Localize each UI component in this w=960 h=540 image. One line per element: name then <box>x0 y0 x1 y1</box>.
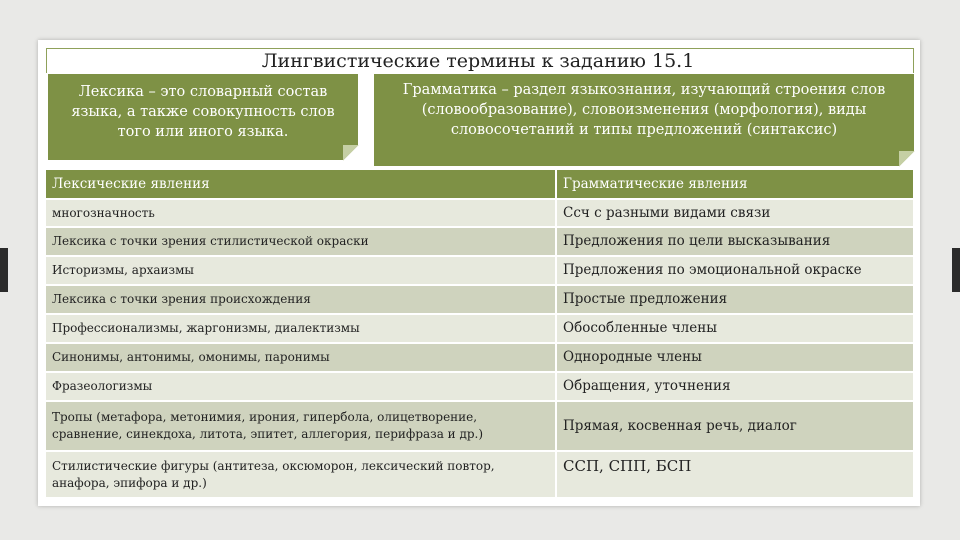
table-row <box>46 401 914 451</box>
slide-title-text: Лингвистические термины к заданию 15.1 <box>261 50 695 72</box>
table-row <box>46 256 914 285</box>
table-row <box>46 343 914 372</box>
note-fold-corner <box>343 145 359 161</box>
header-grammatical: Грамматические явления <box>556 170 914 199</box>
table-row <box>46 372 914 401</box>
slide-title <box>46 48 914 73</box>
header-lexical: Лексические явления <box>46 170 556 199</box>
lexical-cell: Тропы (метафора, метонимия, ирония, гипербола, олицетворение, сравнение, синекдоха, литота, эпитет, аллегория, перифраза и др.) <box>46 401 556 451</box>
grammatical-cell: Обособленные члены <box>556 314 914 343</box>
lexical-cell: Стилистические фигуры (антитеза, оксюморон, лексический повтор, анафора, эпифора и др.) <box>46 451 556 497</box>
grammatical-cell: Ссч с разными видами связи <box>556 199 914 227</box>
grammatical-cell: Прямая, косвенная речь, диалог <box>556 401 914 451</box>
table-header-row <box>46 170 914 199</box>
grammar-definition-note <box>374 74 914 166</box>
lexical-cell: Фразеологизмы <box>46 372 556 401</box>
lexical-cell: Историзмы, архаизмы <box>46 256 556 285</box>
lexicon-definition-note <box>48 74 358 160</box>
table-row <box>46 199 914 227</box>
lexical-cell: Лексика с точки зрения стилистической окраски <box>46 227 556 256</box>
slide <box>38 40 920 506</box>
grammatical-cell: Предложения по цели высказывания <box>556 227 914 256</box>
right-edge-bar <box>952 248 960 292</box>
lexical-cell: Лексика с точки зрения происхождения <box>46 285 556 314</box>
left-edge-bar <box>0 248 8 292</box>
lexical-cell: Профессионализмы, жаргонизмы, диалектизмы <box>46 314 556 343</box>
grammatical-cell: Однородные члены <box>556 343 914 372</box>
grammatical-cell: Обращения, уточнения <box>556 372 914 401</box>
note-fold-corner <box>899 151 915 167</box>
lexicon-definition-text: Лексика – это словарный состав языка, а также совокупность слов того или иного языка. <box>71 84 335 140</box>
grammatical-cell: ССП, СПП, БСП <box>556 451 914 497</box>
table-row <box>46 227 914 256</box>
table-row <box>46 285 914 314</box>
table-row <box>46 451 914 497</box>
lexical-cell: многозначность <box>46 199 556 227</box>
table-row <box>46 314 914 343</box>
grammatical-cell: Простые предложения <box>556 285 914 314</box>
grammatical-cell: Предложения по эмоциональной окраске <box>556 256 914 285</box>
lexical-cell: Синонимы, антонимы, омонимы, паронимы <box>46 343 556 372</box>
terms-table <box>46 170 915 497</box>
grammar-definition-text: Грамматика – раздел языкознания, изучающий строения слов (словообразование), словоизменения (морфология), виды словосочетаний и типы предложений (синтаксис) <box>402 82 886 138</box>
